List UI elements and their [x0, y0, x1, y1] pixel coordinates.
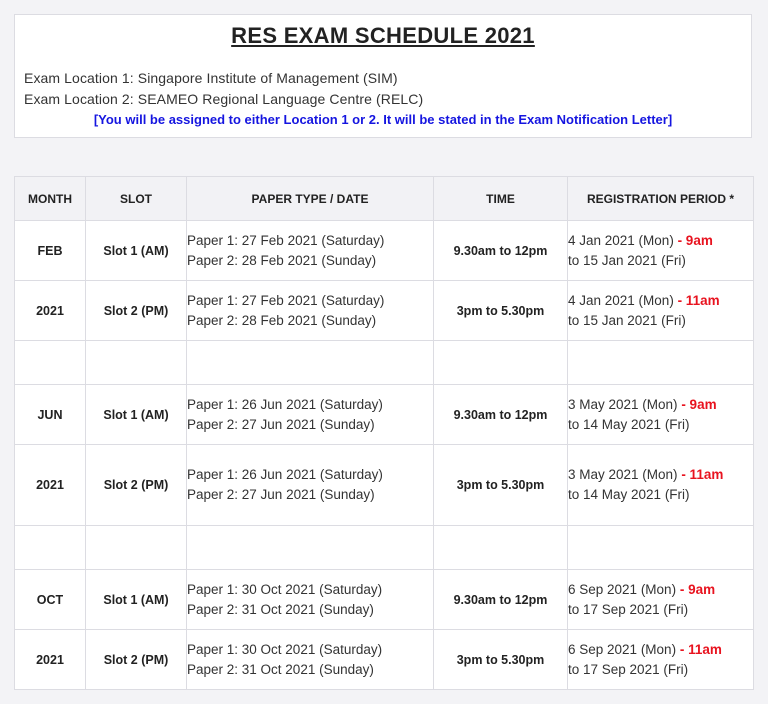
paper-2-date: Paper 2: 27 Jun 2021 (Sunday): [187, 487, 375, 502]
exam-location-2: Exam Location 2: SEAMEO Regional Language Centre (RELC): [24, 91, 424, 107]
registration-cell: [568, 570, 754, 630]
registration-cell: [568, 221, 754, 281]
paper-cell: [187, 281, 434, 341]
registration-time: - 11am: [677, 467, 724, 482]
col-header-time: TIME: [434, 177, 568, 221]
table-row: [15, 385, 754, 445]
spacer-row: [15, 341, 754, 385]
month-cell: 2021: [15, 445, 86, 526]
col-header-month: MONTH: [15, 177, 86, 221]
registration-end: to 15 Jan 2021 (Fri): [568, 312, 686, 328]
paper-2-date: Paper 2: 28 Feb 2021 (Sunday): [187, 312, 377, 328]
registration-time: - 9am: [677, 396, 717, 412]
registration-start: 6 Sep 2021 (Mon): [568, 581, 677, 597]
paper-1-date: Paper 1: 26 Jun 2021 (Saturday): [187, 467, 383, 482]
paper-cell: [187, 570, 434, 630]
registration-cell: [568, 281, 754, 341]
time-cell: 9.30am to 12pm: [434, 221, 568, 281]
registration-cell: [568, 630, 754, 690]
registration-time: - 9am: [673, 232, 713, 248]
schedule-header: [14, 14, 752, 138]
table-row: [15, 570, 754, 630]
registration-time: - 11am: [676, 641, 722, 657]
registration-start: 4 Jan 2021 (Mon): [568, 232, 674, 248]
table-row: [15, 630, 754, 690]
table-row: [15, 221, 754, 281]
table-row: [15, 281, 754, 341]
month-cell: FEB: [15, 221, 86, 281]
registration-end: to 17 Sep 2021 (Fri): [568, 601, 689, 617]
paper-2-date: Paper 2: 31 Oct 2021 (Sunday): [187, 661, 374, 677]
time-cell: 3pm to 5.30pm: [434, 281, 568, 341]
location-notice: [You will be assigned to either Location 1 or 2. It will be stated in the Exam Notification Letter]: [93, 112, 673, 127]
col-header-paper: PAPER TYPE / DATE: [187, 177, 434, 221]
paper-2-date: Paper 2: 27 Jun 2021 (Sunday): [187, 416, 375, 432]
paper-1-date: Paper 1: 30 Oct 2021 (Saturday): [187, 581, 383, 597]
slot-cell: Slot 2 (PM): [86, 630, 187, 690]
table-header-row: [15, 177, 754, 221]
month-cell: JUN: [15, 385, 86, 445]
registration-start: 6 Sep 2021 (Mon): [568, 641, 677, 657]
exam-schedule-table: [14, 176, 754, 690]
page-title: RES EXAM SCHEDULE 2021: [231, 23, 535, 48]
paper-2-date: Paper 2: 28 Feb 2021 (Sunday): [187, 252, 377, 268]
paper-1-date: Paper 1: 27 Feb 2021 (Saturday): [187, 292, 385, 308]
registration-time: - 11am: [673, 292, 720, 308]
paper-1-date: Paper 1: 27 Feb 2021 (Saturday): [187, 232, 385, 248]
spacer-row: [15, 526, 754, 570]
month-cell: OCT: [15, 570, 86, 630]
registration-end: to 15 Jan 2021 (Fri): [568, 252, 686, 268]
slot-cell: Slot 2 (PM): [86, 281, 187, 341]
paper-cell: [187, 445, 434, 526]
month-cell: 2021: [15, 630, 86, 690]
registration-end: to 14 May 2021 (Fri): [568, 416, 690, 432]
slot-cell: Slot 1 (AM): [86, 570, 187, 630]
paper-1-date: Paper 1: 26 Jun 2021 (Saturday): [187, 396, 383, 412]
paper-2-date: Paper 2: 31 Oct 2021 (Sunday): [187, 601, 374, 617]
registration-cell: [568, 445, 754, 526]
time-cell: 3pm to 5.30pm: [434, 630, 568, 690]
registration-start: 3 May 2021 (Mon): [568, 396, 678, 412]
time-cell: 9.30am to 12pm: [434, 385, 568, 445]
paper-1-date: Paper 1: 30 Oct 2021 (Saturday): [187, 641, 383, 657]
registration-end: to 14 May 2021 (Fri): [568, 487, 690, 502]
exam-location-1: Exam Location 1: Singapore Institute of Management (SIM): [24, 70, 398, 86]
paper-cell: [187, 630, 434, 690]
registration-cell: [568, 385, 754, 445]
col-header-registration: REGISTRATION PERIOD *: [568, 177, 754, 221]
month-cell: 2021: [15, 281, 86, 341]
registration-end: to 17 Sep 2021 (Fri): [568, 661, 689, 677]
table-row: [15, 445, 754, 526]
time-cell: 3pm to 5.30pm: [434, 445, 568, 526]
slot-cell: Slot 2 (PM): [86, 445, 187, 526]
paper-cell: [187, 385, 434, 445]
time-cell: 9.30am to 12pm: [434, 570, 568, 630]
registration-start: 4 Jan 2021 (Mon): [568, 292, 674, 308]
paper-cell: [187, 221, 434, 281]
col-header-slot: SLOT: [86, 177, 187, 221]
slot-cell: Slot 1 (AM): [86, 221, 187, 281]
registration-time: - 9am: [676, 581, 716, 597]
slot-cell: Slot 1 (AM): [86, 385, 187, 445]
registration-start: 3 May 2021 (Mon): [568, 467, 678, 482]
